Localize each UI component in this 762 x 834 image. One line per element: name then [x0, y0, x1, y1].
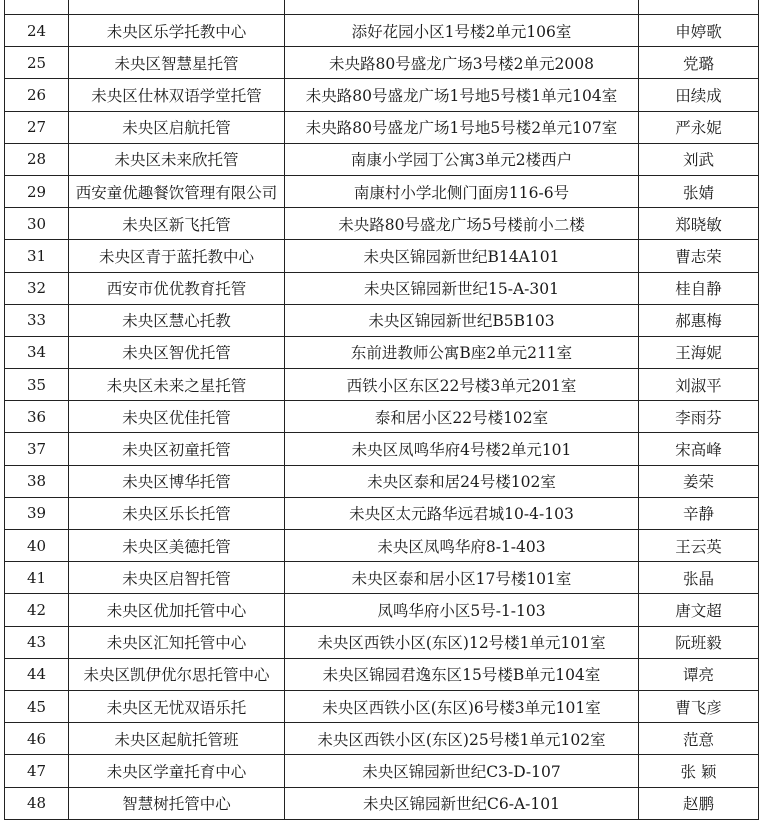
- table-row: [5, 562, 759, 594]
- row-number-cell: 27: [5, 111, 69, 143]
- table-row: [5, 272, 759, 304]
- row-number-cell: 42: [5, 594, 69, 626]
- row-number-cell: 45: [5, 690, 69, 722]
- address-cell: 未央区凤鸣华府4号楼2单元101: [285, 433, 639, 465]
- org-name-cell: 未央区启智托管: [69, 562, 285, 594]
- address-cell: 未央路80号盛龙广场3号楼2单元2008: [285, 47, 639, 79]
- registry-table-body: [5, 0, 759, 819]
- org-name-cell: 未央区起航托管班: [69, 723, 285, 755]
- contact-person-cell: 辛静: [639, 497, 759, 529]
- row-number-cell: 37: [5, 433, 69, 465]
- table-row: [5, 369, 759, 401]
- row-number-cell: 40: [5, 530, 69, 562]
- contact-person-cell: 阮班毅: [639, 626, 759, 658]
- contact-person-cell: 桂自静: [639, 272, 759, 304]
- org-name-cell: 未央区初童托管: [69, 433, 285, 465]
- table-row: [5, 723, 759, 755]
- address-cell: 未央区西铁小区(东区)6号楼3单元101室: [285, 690, 639, 722]
- org-name-cell: 未央区博华托管: [69, 465, 285, 497]
- contact-person-cell: 严永妮: [639, 111, 759, 143]
- table-row: [5, 401, 759, 433]
- contact-person-cell: 申婷歌: [639, 15, 759, 47]
- address-cell: 未央区锦园新世纪15-A-301: [285, 272, 639, 304]
- contact-person-cell: 张婧: [639, 175, 759, 207]
- address-cell: 未央区泰和居小区17号楼101室: [285, 562, 639, 594]
- table-row: [5, 15, 759, 47]
- table-row: [5, 465, 759, 497]
- contact-person-cell: 谭亮: [639, 658, 759, 690]
- address-cell: 未央路80号盛龙广场1号地5号楼1单元104室: [285, 79, 639, 111]
- row-number-cell: 28: [5, 143, 69, 175]
- contact-person-cell: 刘武: [639, 143, 759, 175]
- table-row: [5, 336, 759, 368]
- org-name-cell: 未央区乐学托教中心: [69, 15, 285, 47]
- org-name-cell: 未央区凯伊优尔思托管中心: [69, 658, 285, 690]
- table-cell-partial: [285, 0, 639, 15]
- org-name-cell: 未央区新飞托管: [69, 208, 285, 240]
- org-name-cell: 未央区未来之星托管: [69, 369, 285, 401]
- org-name-cell: 未央区仕林双语学堂托管: [69, 79, 285, 111]
- address-cell: 未央区锦园君逸东区15号楼B单元104室: [285, 658, 639, 690]
- row-number-cell: 46: [5, 723, 69, 755]
- table-row: [5, 497, 759, 529]
- org-name-cell: 未央区智慧星托管: [69, 47, 285, 79]
- address-cell: 未央区锦园新世纪B5B103: [285, 304, 639, 336]
- contact-person-cell: 刘淑平: [639, 369, 759, 401]
- contact-person-cell: 赵鹏: [639, 787, 759, 819]
- row-number-cell: 32: [5, 272, 69, 304]
- address-cell: 未央区锦园新世纪C6-A-101: [285, 787, 639, 819]
- address-cell: 未央路80号盛龙广场5号楼前小二楼: [285, 208, 639, 240]
- org-name-cell: 未央区美德托管: [69, 530, 285, 562]
- table-row: [5, 175, 759, 207]
- address-cell: 未央区泰和居24号楼102室: [285, 465, 639, 497]
- address-cell: 东前进教师公寓B座2单元211室: [285, 336, 639, 368]
- org-name-cell: 智慧树托管中心: [69, 787, 285, 819]
- org-name-cell: 未央区青于蓝托教中心: [69, 240, 285, 272]
- table-row: [5, 143, 759, 175]
- row-number-cell: 35: [5, 369, 69, 401]
- address-cell: 添好花园小区1号楼2单元106室: [285, 15, 639, 47]
- row-number-cell: 30: [5, 208, 69, 240]
- document-sheet: [4, 0, 758, 820]
- table-cell-partial: [5, 0, 69, 15]
- contact-person-cell: 姜荣: [639, 465, 759, 497]
- address-cell: 南康村小学北侧门面房116-6号: [285, 175, 639, 207]
- contact-person-cell: 郑晓敏: [639, 208, 759, 240]
- contact-person-cell: 曹志荣: [639, 240, 759, 272]
- table-row: [5, 240, 759, 272]
- org-name-cell: 未央区优加托管中心: [69, 594, 285, 626]
- table-row: [5, 208, 759, 240]
- table-row: [5, 787, 759, 819]
- address-cell: 未央区锦园新世纪B14A101: [285, 240, 639, 272]
- row-number-cell: 24: [5, 15, 69, 47]
- contact-person-cell: 曹飞彦: [639, 690, 759, 722]
- org-name-cell: 未央区汇知托管中心: [69, 626, 285, 658]
- row-number-cell: 31: [5, 240, 69, 272]
- contact-person-cell: 王海妮: [639, 336, 759, 368]
- row-number-cell: 36: [5, 401, 69, 433]
- contact-person-cell: 党璐: [639, 47, 759, 79]
- address-cell: 未央区太元路华远君城10-4-103: [285, 497, 639, 529]
- table-row-partial: [5, 0, 759, 15]
- contact-person-cell: 田续成: [639, 79, 759, 111]
- org-name-cell: 西安市优优教育托管: [69, 272, 285, 304]
- row-number-cell: 44: [5, 658, 69, 690]
- row-number-cell: 29: [5, 175, 69, 207]
- address-cell: 未央路80号盛龙广场1号地5号楼2单元107室: [285, 111, 639, 143]
- row-number-cell: 26: [5, 79, 69, 111]
- org-name-cell: 未央区未来欣托管: [69, 143, 285, 175]
- row-number-cell: 34: [5, 336, 69, 368]
- table-row: [5, 111, 759, 143]
- address-cell: 未央区西铁小区(东区)12号楼1单元101室: [285, 626, 639, 658]
- table-row: [5, 47, 759, 79]
- registry-table: [4, 0, 759, 820]
- org-name-cell: 未央区启航托管: [69, 111, 285, 143]
- org-name-cell: 未央区无忧双语乐托: [69, 690, 285, 722]
- table-row: [5, 690, 759, 722]
- contact-person-cell: 宋高峰: [639, 433, 759, 465]
- org-name-cell: 未央区慧心托教: [69, 304, 285, 336]
- contact-person-cell: 张晶: [639, 562, 759, 594]
- row-number-cell: 38: [5, 465, 69, 497]
- table-row: [5, 594, 759, 626]
- address-cell: 未央区西铁小区(东区)25号楼1单元102室: [285, 723, 639, 755]
- table-row: [5, 530, 759, 562]
- contact-person-cell: 张 颖: [639, 755, 759, 787]
- table-row: [5, 304, 759, 336]
- org-name-cell: 未央区学童托育中心: [69, 755, 285, 787]
- table-row: [5, 79, 759, 111]
- org-name-cell: 未央区智优托管: [69, 336, 285, 368]
- row-number-cell: 47: [5, 755, 69, 787]
- row-number-cell: 41: [5, 562, 69, 594]
- org-name-cell: 西安童优趣餐饮管理有限公司: [69, 175, 285, 207]
- row-number-cell: 39: [5, 497, 69, 529]
- table-row: [5, 658, 759, 690]
- table-row: [5, 626, 759, 658]
- address-cell: 未央区凤鸣华府8-1-403: [285, 530, 639, 562]
- row-number-cell: 43: [5, 626, 69, 658]
- table-cell-partial: [69, 0, 285, 15]
- row-number-cell: 25: [5, 47, 69, 79]
- contact-person-cell: 王云英: [639, 530, 759, 562]
- row-number-cell: 48: [5, 787, 69, 819]
- contact-person-cell: 唐文超: [639, 594, 759, 626]
- row-number-cell: 33: [5, 304, 69, 336]
- address-cell: 泰和居小区22号楼102室: [285, 401, 639, 433]
- address-cell: 南康小学园丁公寓3单元2楼西户: [285, 143, 639, 175]
- table-row: [5, 755, 759, 787]
- address-cell: 凤鸣华府小区5号-1-103: [285, 594, 639, 626]
- table-cell-partial: [639, 0, 759, 15]
- org-name-cell: 未央区优佳托管: [69, 401, 285, 433]
- contact-person-cell: 范意: [639, 723, 759, 755]
- table-row: [5, 433, 759, 465]
- org-name-cell: 未央区乐长托管: [69, 497, 285, 529]
- contact-person-cell: 李雨芬: [639, 401, 759, 433]
- address-cell: 西铁小区东区22号楼3单元201室: [285, 369, 639, 401]
- address-cell: 未央区锦园新世纪C3-D-107: [285, 755, 639, 787]
- contact-person-cell: 郝惠梅: [639, 304, 759, 336]
